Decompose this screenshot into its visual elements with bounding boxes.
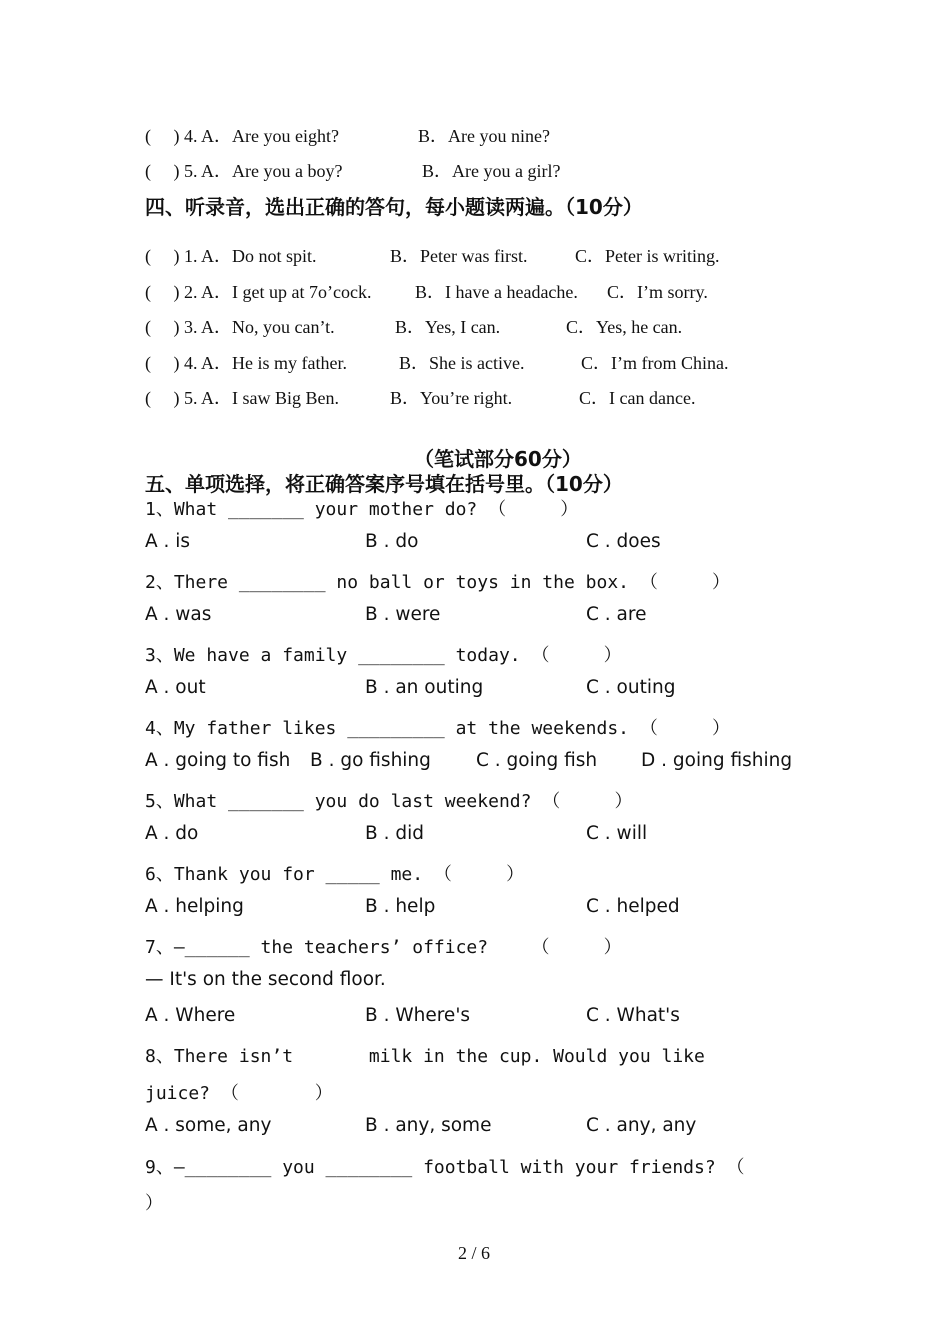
q7-text: 7、—______ the teachers’ office? （ ）	[145, 937, 622, 958]
q5-option-b: B . did	[365, 823, 424, 844]
q8-option-a: A . some, any	[145, 1115, 272, 1136]
s4-item-4: ( ) 4. A．He is my father.	[145, 353, 347, 373]
s4-item-2: ( ) 2. A．I get up at 7o’cock.	[145, 282, 372, 302]
q8-text-line-1: 8、There isn’t milk in the cup. Would you like	[145, 1046, 705, 1067]
q8-option-c: C . any, any	[586, 1115, 697, 1136]
q4-option-a: A . going to fish	[145, 750, 291, 771]
listening-item-5-option-b: B．Are you a girl?	[422, 161, 561, 181]
q7-option-a: A . Where	[145, 1005, 236, 1026]
q1-text: 1、What _______ your mother do? （ ）	[145, 499, 579, 520]
q3-option-a: A . out	[145, 677, 206, 698]
q9-text-line-2: ）	[145, 1193, 163, 1214]
page-number: 2 / 6	[458, 1243, 491, 1263]
q6-text: 6、Thank you for _____ me. （ ）	[145, 864, 525, 885]
q1-option-b: B . do	[365, 531, 419, 552]
s4-item-5-option-b: B．You’re right.	[390, 388, 513, 408]
q8-option-b: B . any, some	[365, 1115, 492, 1136]
q4-option-d: D . going fishing	[641, 750, 793, 771]
q7-reply: — It's on the second floor.	[145, 969, 386, 990]
s4-item-4-option-c: C．I’m from China.	[581, 353, 729, 373]
s4-item-2-option-b: B．I have a headache.	[415, 282, 578, 302]
s4-item-3-option-c: C．Yes, he can.	[566, 317, 683, 337]
s4-item-3-option-b: B．Yes, I can.	[395, 317, 501, 337]
listening-item-5: ( ) 5. A．Are you a boy?	[145, 161, 343, 181]
section-5-heading: 五、单项选择，将正确答案序号填在括号里。（10分）	[145, 472, 623, 496]
q7-option-c: C . What's	[586, 1005, 680, 1026]
q1-option-c: C . does	[586, 531, 661, 552]
s4-item-4-option-b: B．She is active.	[399, 353, 525, 373]
q1-option-a: A . is	[145, 531, 191, 552]
q4-text: 4、My father likes _________ at the weekends. （ ）	[145, 718, 731, 739]
q5-option-c: C . will	[586, 823, 648, 844]
q2-option-a: A . was	[145, 604, 212, 625]
s4-item-1-option-c: C．Peter is writing.	[575, 246, 720, 266]
q9-text-line-1: 9、—________ you ________ football with your friends? （	[145, 1157, 745, 1178]
q6-option-a: A . helping	[145, 896, 244, 917]
s4-item-2-option-c: C．I’m sorry.	[607, 282, 708, 302]
s4-item-5: ( ) 5. A．I saw Big Ben.	[145, 388, 339, 408]
q2-text: 2、There ________ no ball or toys in the box. （ ）	[145, 572, 731, 593]
q6-option-b: B . help	[365, 896, 436, 917]
q4-option-b: B . go fishing	[310, 750, 431, 771]
s4-item-5-option-c: C．I can dance.	[579, 388, 696, 408]
listening-item-4: ( ) 4. A．Are you eight?	[145, 126, 339, 146]
q3-option-c: C . outing	[586, 677, 676, 698]
q4-option-c: C . going fish	[476, 750, 598, 771]
written-part-title: （笔试部分60分）	[414, 447, 582, 471]
q2-option-c: C . are	[586, 604, 647, 625]
q2-option-b: B . were	[365, 604, 441, 625]
q8-text-line-2: juice? （ ）	[145, 1083, 333, 1104]
s4-item-1-option-b: B．Peter was first.	[390, 246, 528, 266]
q7-option-b: B . Where's	[365, 1005, 471, 1026]
s4-item-1: ( ) 1. A．Do not spit.	[145, 246, 317, 266]
s4-item-3: ( ) 3. A．No, you can’t.	[145, 317, 335, 337]
q5-text: 5、What _______ you do last weekend? （ ）	[145, 791, 633, 812]
section-4-heading: 四、听录音，选出正确的答句，每小题读两遍。（10分）	[145, 195, 643, 219]
q3-text: 3、We have a family ________ today. （ ）	[145, 645, 622, 666]
q3-option-b: B . an outing	[365, 677, 484, 698]
q6-option-c: C . helped	[586, 896, 680, 917]
listening-item-4-option-b: B．Are you nine?	[418, 126, 550, 146]
q5-option-a: A . do	[145, 823, 199, 844]
